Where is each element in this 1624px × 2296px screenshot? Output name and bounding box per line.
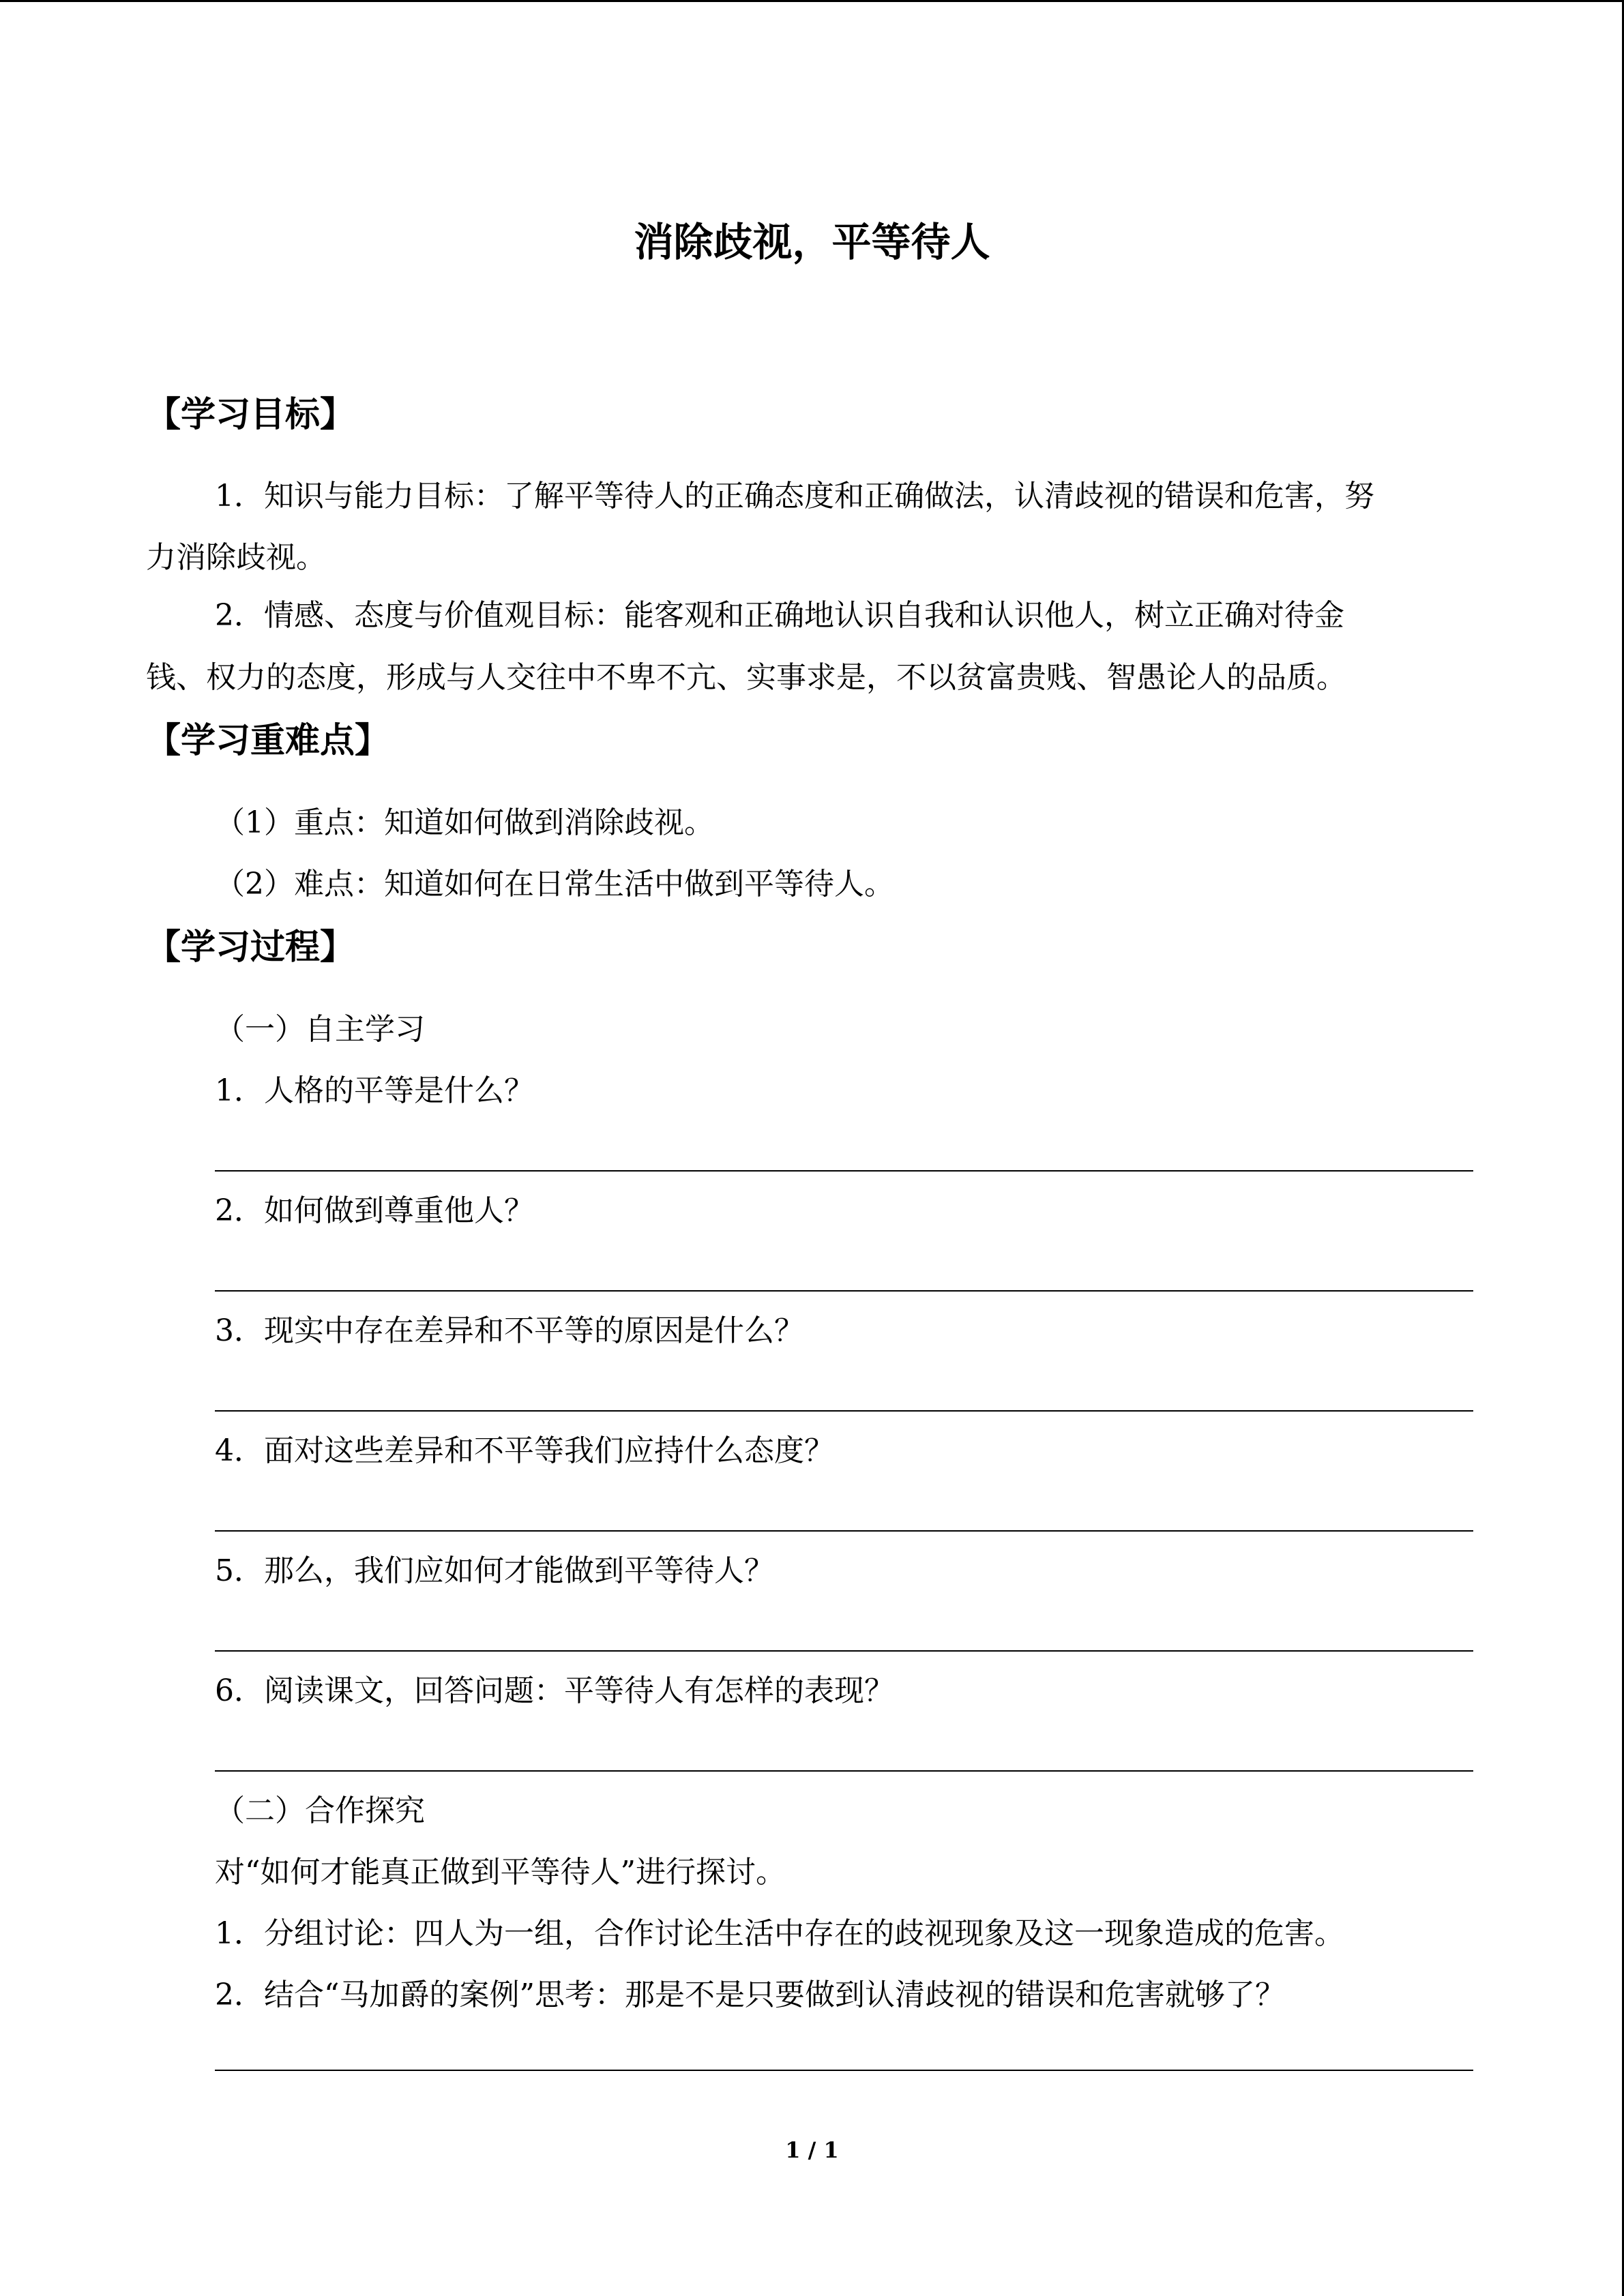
- question-5: 5．那么，我们应如何才能做到平等待人？: [215, 1553, 774, 1588]
- process-heading: 【学习过程】: [146, 927, 355, 968]
- self-study-label: （一）自主学习: [215, 1012, 425, 1047]
- answer-line-5[interactable]: [215, 1650, 1473, 1652]
- key-points-heading: 【学习重难点】: [146, 721, 390, 761]
- answer-line-3[interactable]: [215, 1410, 1473, 1412]
- cooperative-intro: 对“如何才能真正做到平等待人”进行探讨。: [215, 1855, 786, 1890]
- objective-2-line-1: 2．情感、态度与价值观目标：能客观和正确地认识自我和认识他人，树立正确对待金: [215, 598, 1344, 633]
- key-point: （1）重点：知道如何做到消除歧视。: [215, 805, 714, 840]
- answer-line-7[interactable]: [215, 2070, 1473, 2071]
- cooperative-task-2: 2．结合“马加爵的案例”思考：那是不是只要做到认清歧视的错误和危害就够了？: [215, 1978, 1285, 2012]
- page-number: 1 / 1: [785, 2137, 839, 2163]
- question-1: 1．人格的平等是什么？: [215, 1073, 534, 1108]
- question-3: 3．现实中存在差异和不平等的原因是什么？: [215, 1313, 804, 1348]
- objective-2-line-2: 钱、权力的态度，形成与人交往中不卑不亢、实事求是，不以贫富贵贱、智愚论人的品质。: [146, 660, 1346, 695]
- question-4: 4．面对这些差异和不平等我们应持什么态度？: [215, 1433, 834, 1468]
- cooperative-label: （二）合作探究: [215, 1793, 425, 1828]
- difficult-point: （2）难点：知道如何在日常生活中做到平等待人。: [215, 867, 894, 901]
- answer-line-2[interactable]: [215, 1290, 1473, 1292]
- question-2: 2．如何做到尊重他人？: [215, 1193, 534, 1228]
- objective-1-line-2: 力消除歧视。: [146, 540, 326, 575]
- cooperative-task-1: 1．分组讨论：四人为一组，合作讨论生活中存在的歧视现象及这一现象造成的危害。: [215, 1916, 1344, 1951]
- page-title: 消除歧视，平等待人: [634, 219, 990, 265]
- question-6: 6．阅读课文，回答问题：平等待人有怎样的表现？: [215, 1673, 894, 1708]
- objectives-heading: 【学习目标】: [146, 395, 355, 435]
- answer-line-6[interactable]: [215, 1770, 1473, 1772]
- answer-line-1[interactable]: [215, 1170, 1473, 1172]
- objective-1-line-1: 1．知识与能力目标：了解平等待人的正确态度和正确做法，认清歧视的错误和危害，努: [215, 479, 1374, 513]
- answer-line-4[interactable]: [215, 1530, 1473, 1532]
